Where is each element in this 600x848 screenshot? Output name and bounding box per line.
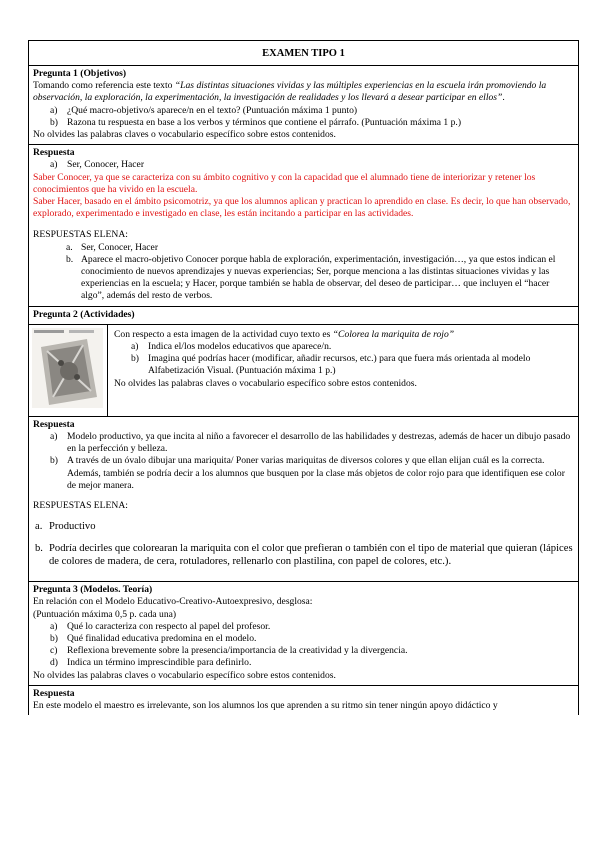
list-item: a) ¿Qué macro-objetivo/s aparece/n en el texto? (Puntuación máxima 1 punto): [50, 104, 358, 116]
answer-1-red-paragraph: Saber Hacer, basado en el ámbito psicomotriz, ya que los alumnos aplican y practican lo aprendido en clase. Es decir, lo que han observado, explorado, experimentado e investigado en clase, les están incitando a participar en las actividades.: [33, 196, 571, 220]
question-1-quote: “Las distintas situaciones vividas y las múltiples experiencias en la escuela irán promoviendo la observación, la exploración, la experimentación, la investigación de realidades y los llevará a desear participar en ellos”: [33, 80, 547, 104]
list-item: a. Productivo: [35, 521, 96, 533]
answer-3-section: [28, 686, 579, 715]
elena-label: RESPUESTAS ELENA:: [33, 229, 128, 241]
exam-document: [28, 40, 579, 715]
question-2-heading-row: [28, 307, 579, 325]
activity-image-cell: [29, 325, 108, 416]
answer-1-section: [28, 145, 579, 306]
question-1-intro: Tomando como referencia este texto “Las distintas situaciones vividas y las múltiples experiencias en la escuela irán promoviendo la observación, la exploración, la experimentación, la investigación de realidades y los llevará a desear participar en ellos”.: [33, 80, 547, 104]
exam-title: EXAMEN TIPO 1: [262, 48, 345, 59]
list-item: a. Ser, Conocer, Hacer: [66, 241, 159, 253]
list-item: b. Aparece el macro-objetivo Conocer porque habla de exploración, experimentación, investigación…, ya que estos indican el conocimiento de nuevos aprendizajes y nuevas experiencias; Ser, porque menciona a las distintas situaciones vividas y las experiencias en la escuela; y Hacer, porque también se habla de observar, del deseo de participar… que incluyen el “hacer algo”, además del resto de verbos.: [66, 253, 556, 302]
question-3-section: [28, 582, 579, 686]
list-item: d) Indica un término imprescindible para definirlo.: [50, 657, 252, 669]
question-2-note: No olvides las palabras claves o vocabulario específico sobre estos contenidos.: [114, 377, 417, 389]
list-item: b) Razona tu respuesta en base a los verbos y términos que contiene el párrafo. (Puntuación máxima 1 p.): [50, 116, 462, 128]
question-3-points: (Puntuación máxima 0,5 p. cada una): [33, 608, 177, 620]
list-item: b. Podría decirles que colorearan la mariquita con el color que prefieran o también con el tipo de material que quieran (lápices de colores de madera, de cera, rotuladores, rellenarlo con plastilina, con papel de colores, etc.).: [35, 542, 573, 567]
list-item: a) Ser, Conocer, Hacer: [50, 159, 145, 171]
question-2-heading: Pregunta 2 (Actividades): [33, 308, 135, 320]
elena-label: RESPUESTAS ELENA:: [33, 500, 128, 512]
answer-1-heading: Respuesta: [33, 147, 75, 159]
question-2-intro: Con respecto a esta imagen de la actividad cuyo texto es “Colorea la mariquita de rojo”: [114, 328, 455, 340]
question-1-heading: Pregunta 1 (Objetivos): [33, 68, 127, 79]
list-item: b) Qué finalidad educativa predomina en el modelo.: [50, 632, 257, 644]
question-3-heading: Pregunta 3 (Modelos. Teoría): [33, 584, 153, 596]
title-row: [28, 40, 579, 66]
list-item: a) Modelo productivo, ya que incita al niño a favorecer el desarrollo de las habilidades y destrezas, además de hacer un dibujo pasado en la perfección y belleza.: [50, 431, 571, 455]
answer-3-text: En este modelo el maestro es irrelevante, son los alumnos los que aprenden a su ritmo sin tener ningún apoyo didáctico y: [33, 700, 498, 711]
answer-3-heading: Respuesta: [33, 687, 75, 699]
list-item: b) A través de un óvalo dibujar una mariquita/ Poner varias mariquitas de diversos colores y que ellan elijan cuál es la correcta. Además, también se podría decir a los alumnos que busquen por la clase más objetos de color rojo para que identifiquen ese color de mejor manera.: [50, 455, 565, 491]
answer-1-red-paragraph: Saber Conocer, ya que se caracteriza con su ámbito cognitivo y con la capacidad que el alumnado tiene de interiorizar y retener los conocimientos que ha vivido en la escuela.: [33, 171, 536, 195]
list-item: c) Reflexiona brevemente sobre la presencia/importancia de la creatividad y la divergencia.: [50, 645, 408, 657]
list-item: a) Qué lo caracteriza con respecto al papel del profesor.: [50, 620, 271, 632]
question-3-note: No olvides las palabras claves o vocabulario específico sobre estos contenidos.: [33, 669, 336, 681]
list-item: b) Imagina qué podrías hacer (modificar, añadir recursos, etc.) para que fuera más orientada al modelo Alfabetización Visual. (Puntuación máxima 1 p.): [131, 353, 531, 377]
list-item: a) Indica el/los modelos educativos que aparece/n.: [131, 341, 332, 353]
question-1-note: No olvides las palabras claves o vocabulario específico sobre estos contenidos.: [33, 129, 336, 141]
question-2-section: [28, 325, 579, 417]
answer-2-heading: Respuesta: [33, 418, 75, 430]
question-3-intro: En relación con el Modelo Educativo-Creativo-Autoexpresivo, desglosa:: [33, 596, 313, 608]
answer-2-section: [28, 417, 579, 582]
ladybug-worksheet-image: [29, 325, 106, 411]
question-2-quote: “Colorea la mariquita de rojo”: [332, 328, 455, 340]
question-1-section: [28, 66, 579, 145]
